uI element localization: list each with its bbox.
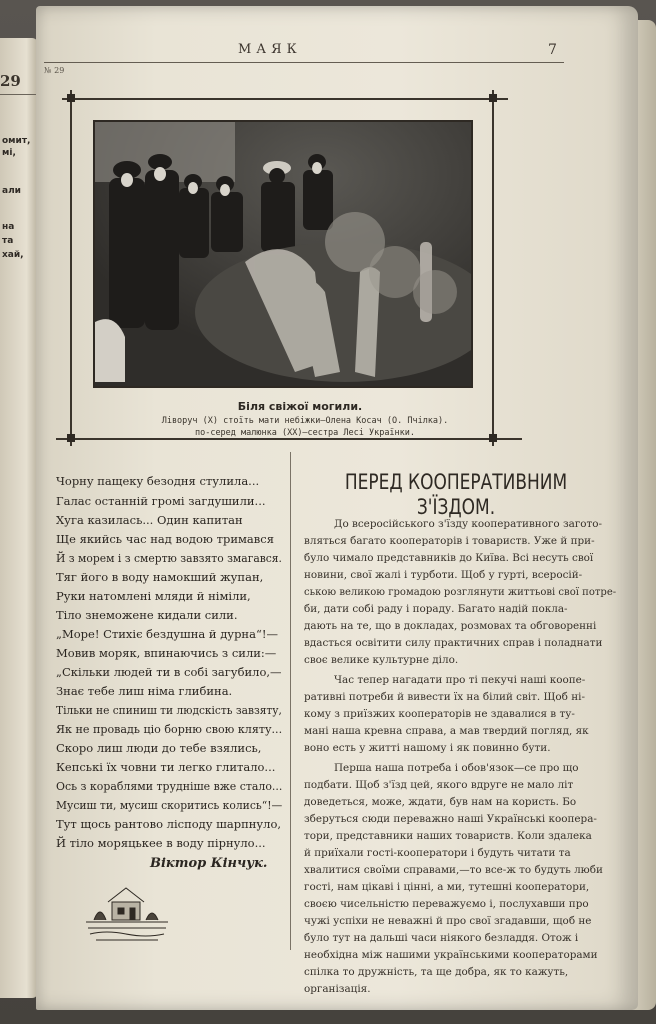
left-page-fragment: али (2, 186, 21, 196)
article-title: ПЕРЕД КООПЕРАТИВНИМ З'ЇЗДОМ. (344, 470, 568, 520)
poem-line: Мовив моряк, впинаючись з сили:— (56, 646, 277, 660)
left-page-fragment: хай, (2, 250, 24, 260)
frame-corner (67, 434, 75, 442)
issue-reference: № 29 (44, 66, 65, 75)
grave-photograph (93, 120, 473, 388)
article-line: дають на те, що в докладах, розмовах та обговоренні (304, 620, 597, 632)
header-rule (44, 62, 564, 63)
poem-line: Руки натомлені мляди й німіли, (56, 589, 251, 603)
poem-line: Галас останній громі загдушили... (56, 494, 266, 508)
poem-line: Й з морем і з смертю завзято змагався. (56, 551, 282, 565)
article-line: кому з приїзжих кооператорів не здавалися в ту- (304, 708, 575, 720)
left-page-edge (0, 38, 38, 998)
photo-scene (95, 122, 471, 386)
poem-line: Кепські їх човни ти легко глитало... (56, 760, 276, 774)
article-line: спілка то дружність, та ще добра, як то кажуть, (304, 966, 569, 978)
photo-caption-line: по-серед малюнка (XX)—сестра Лесі Українки. (194, 428, 416, 438)
poem-line: „Скільки людей ти в собі загубило,— (56, 665, 282, 679)
poem-line: Як не провадь ціо борню свою кляту... (56, 722, 283, 736)
article-line: ративні потреби й вивести їх на білий світ. Щоб ні- (304, 691, 585, 703)
running-head-title: МАЯК (238, 42, 302, 57)
poem-line: „Море! Стихіє бездушна й дурна“!— (56, 627, 278, 641)
article-line: би, дати собі раду і пораду. Багато надій покла- (304, 603, 568, 615)
frame-corner (489, 94, 497, 102)
article-line: було чимало представників до Київа. Всі несуть свої (304, 552, 594, 564)
article-line: Час тепер нагадати про ті пекучі наші коопе- (334, 674, 586, 686)
article-line: доведеться, може, ждати, був нам на користь. Бо (304, 796, 577, 808)
article-line: До всеросійського з'їзду кооперативного загото- (334, 518, 603, 530)
article-line: необхідна між нашими українськими кооператорами (304, 949, 598, 961)
left-page-number: 29 (0, 72, 21, 90)
poem-signature: Віктор Кінчук. (150, 856, 268, 871)
article-line: новини, свої жалі і турботи. Щоб у гурті, всеросій- (304, 569, 583, 581)
left-page-rule (0, 94, 38, 95)
frame-bottom-rule (56, 438, 522, 440)
frame-left-rule (70, 90, 72, 446)
page-number: 7 (548, 42, 557, 58)
poem-line: Тяг його в воду намокший жупан, (56, 570, 264, 584)
frame-corner (67, 94, 75, 102)
left-page-fragment: омит, (2, 136, 31, 146)
frame-top-rule (62, 98, 508, 100)
photo-caption-title: Біля свіжої могили. (237, 400, 363, 413)
article-line: вдасться освітити силу практичних справ і поладнати (304, 637, 603, 649)
article-line: ською великою громадою розглянути життьові свої потре- (304, 586, 617, 598)
article-line: організація. (304, 983, 371, 995)
article-line: своєю чисельністю переважуємо і, послухавши про (304, 898, 589, 910)
frame-right-rule (492, 90, 494, 446)
article-line: воно есть у житті нашому і як повинно бути. (304, 742, 551, 754)
poem-line: Тіло знеможене кидали сили. (56, 608, 238, 622)
article-line: мані наша кревна справа, а мав твердий погляд, як (304, 725, 589, 737)
article-line: хвалитися своїми справами,—то все-ж то будуть люби (304, 864, 603, 876)
poem-line: Хуга казилась... Один капитан (56, 513, 243, 527)
article-line: чужі успіхи не неважні й про свої згадавши, щоб не (304, 915, 592, 927)
column-divider (290, 452, 291, 950)
article-line: було тут на дальші часи ніякого безладдя. Отож і (304, 932, 579, 944)
poem-line: Чорну пащеку безодня стулила... (56, 474, 260, 488)
article-line: вляться багато кооператорів і товариств. Уже й при- (304, 535, 595, 547)
photo-caption-line: Ліворуч (X) стоїть мати небіжки—Олена Косач (О. Пчілка). (161, 416, 449, 426)
poem-line: Мусиш ти, мусиш скоритись колись“!— (56, 798, 283, 812)
poem-line: Ось з кораблями трудніше вже стало... (56, 779, 283, 793)
left-page-fragment: та (2, 236, 14, 246)
farmhouse-icon (86, 882, 168, 944)
left-page-fragment: мі, (2, 148, 16, 158)
poem-line: Знає тебе лиш німа глибина. (56, 684, 233, 698)
farmhouse-vignette (86, 882, 168, 944)
article-line: Перша наша потреба і обов'язок—се про що (334, 762, 579, 774)
poem-line: Тільки не спиниш ти людскість завзяту, (56, 703, 282, 717)
article-line: подбати. Щоб з'їзд цей, якого вдруге не мало літ (304, 779, 574, 791)
poem-line: Тут щось рантово лісподу шарпнуло, (56, 817, 282, 831)
article-line: гості, нам цікаві і цінні, а ми, тутешні кооператори, (304, 881, 590, 893)
article-line: своє велике культурне діло. (304, 654, 459, 666)
article-line: й приїхали гості-кооператори і будуть читати та (304, 847, 571, 859)
poem-line: Й тіло моряцькее в воду пірнуло... (56, 836, 266, 850)
left-page-fragment: на (2, 222, 15, 232)
poem-line: Скоро лиш люди до тебе взялись, (56, 741, 262, 755)
article-line: зберуться сюди переважно наші Українські коопера- (304, 813, 597, 825)
poem-line: Ще якийсь час над водою тримався (56, 532, 274, 546)
article-line: тори, представники наших товариств. Коли здалека (304, 830, 592, 842)
frame-corner (489, 434, 497, 442)
